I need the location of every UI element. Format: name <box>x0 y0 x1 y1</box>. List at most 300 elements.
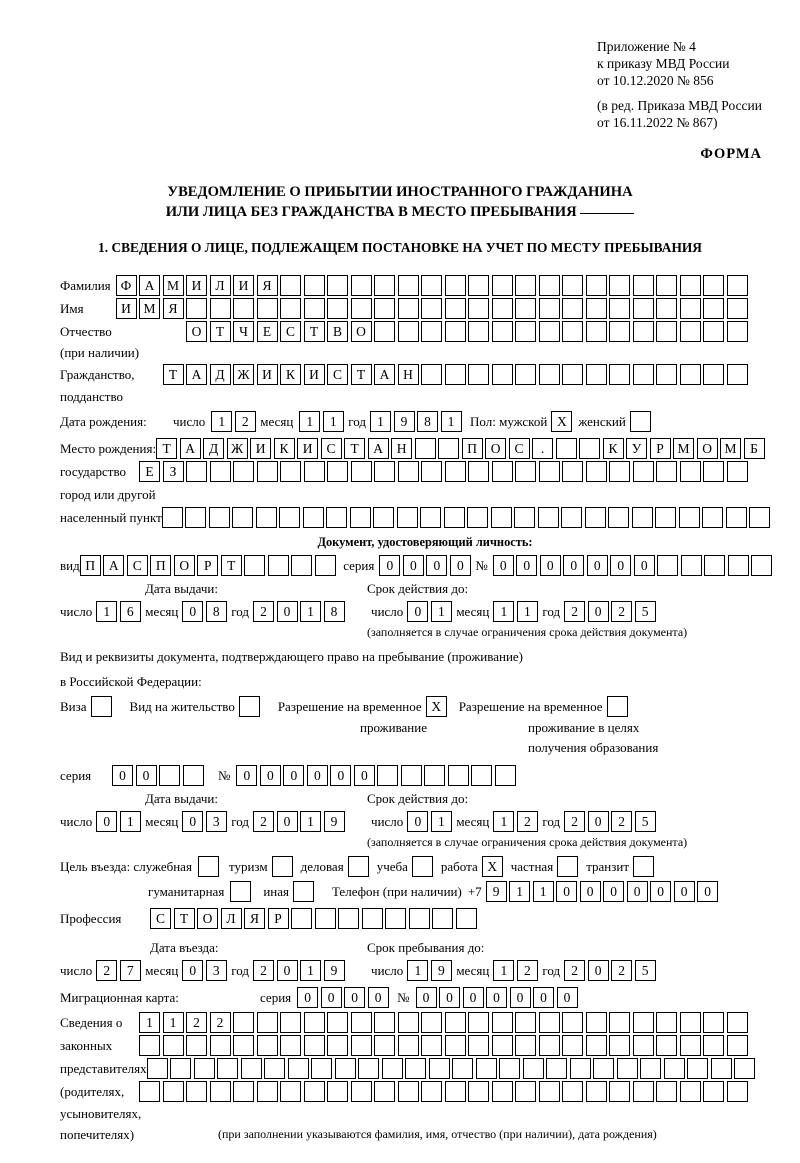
form-cell[interactable] <box>515 1035 536 1056</box>
form-cell[interactable] <box>586 275 607 296</box>
form-cell[interactable]: 5 <box>635 811 656 832</box>
form-cell[interactable] <box>280 461 301 482</box>
form-cell[interactable]: О <box>485 438 506 459</box>
form-cell[interactable] <box>562 1081 583 1102</box>
form-cell[interactable]: Ф <box>116 275 137 296</box>
form-cell[interactable] <box>233 1035 254 1056</box>
form-cell[interactable] <box>445 1035 466 1056</box>
form-cell[interactable] <box>186 1081 207 1102</box>
form-cell[interactable]: Л <box>210 275 231 296</box>
form-cell[interactable]: Д <box>203 438 224 459</box>
form-cell[interactable] <box>445 321 466 342</box>
form-cell[interactable]: А <box>103 555 124 576</box>
form-cell[interactable]: 0 <box>407 811 428 832</box>
form-cell[interactable] <box>288 1058 309 1079</box>
form-cell[interactable] <box>727 275 748 296</box>
profession-input[interactable] <box>150 908 479 929</box>
form-cell[interactable] <box>539 1081 560 1102</box>
form-cell[interactable] <box>280 1012 301 1033</box>
form-cell[interactable]: 0 <box>588 811 609 832</box>
form-cell[interactable] <box>233 1081 254 1102</box>
form-cell[interactable]: С <box>150 908 171 929</box>
form-cell[interactable] <box>358 1058 379 1079</box>
form-cell[interactable]: К <box>603 438 624 459</box>
form-cell[interactable]: О <box>351 321 372 342</box>
form-cell[interactable] <box>492 298 513 319</box>
form-cell[interactable] <box>362 908 383 929</box>
form-cell[interactable] <box>326 507 347 528</box>
form-cell[interactable]: 9 <box>486 881 507 902</box>
form-cell[interactable] <box>656 298 677 319</box>
form-cell[interactable] <box>492 321 513 342</box>
form-cell[interactable] <box>374 275 395 296</box>
form-cell[interactable] <box>401 765 422 786</box>
purpose-other-checkbox[interactable] <box>293 881 314 902</box>
form-cell[interactable]: П <box>462 438 483 459</box>
form-cell[interactable]: 0 <box>416 987 437 1008</box>
form-cell[interactable]: 1 <box>441 411 462 432</box>
form-cell[interactable] <box>233 298 254 319</box>
form-cell[interactable]: 0 <box>136 765 157 786</box>
form-cell[interactable] <box>397 507 418 528</box>
form-cell[interactable]: 1 <box>431 601 452 622</box>
form-cell[interactable] <box>448 765 469 786</box>
birth-month-input[interactable] <box>299 411 346 432</box>
form-cell[interactable]: 0 <box>260 765 281 786</box>
residence-permit-checkbox[interactable] <box>239 696 260 717</box>
form-cell[interactable] <box>586 1035 607 1056</box>
form-cell[interactable] <box>562 275 583 296</box>
form-cell[interactable] <box>421 364 442 385</box>
form-cell[interactable] <box>405 1058 426 1079</box>
form-cell[interactable] <box>194 1058 215 1079</box>
form-cell[interactable] <box>586 298 607 319</box>
form-cell[interactable] <box>468 298 489 319</box>
purpose-private-checkbox[interactable] <box>557 856 578 877</box>
name-input[interactable] <box>116 298 751 319</box>
doc-issue-day-input[interactable] <box>96 601 143 622</box>
form-cell[interactable]: З <box>163 461 184 482</box>
form-cell[interactable] <box>680 321 701 342</box>
form-cell[interactable] <box>304 1081 325 1102</box>
form-cell[interactable]: С <box>321 438 342 459</box>
form-cell[interactable]: Н <box>398 364 419 385</box>
form-cell[interactable]: 0 <box>403 555 424 576</box>
form-cell[interactable]: 1 <box>163 1012 184 1033</box>
form-cell[interactable] <box>304 1035 325 1056</box>
form-cell[interactable]: О <box>174 555 195 576</box>
form-cell[interactable] <box>609 461 630 482</box>
form-cell[interactable] <box>640 1058 661 1079</box>
form-cell[interactable]: 0 <box>330 765 351 786</box>
permit-valid-day-input[interactable] <box>407 811 454 832</box>
form-cell[interactable] <box>539 364 560 385</box>
form-cell[interactable] <box>232 507 253 528</box>
form-cell[interactable] <box>609 1081 630 1102</box>
form-cell[interactable]: 1 <box>493 601 514 622</box>
form-cell[interactable]: 0 <box>112 765 133 786</box>
form-cell[interactable] <box>374 1012 395 1033</box>
form-cell[interactable] <box>445 298 466 319</box>
form-cell[interactable]: Т <box>304 321 325 342</box>
form-cell[interactable] <box>377 765 398 786</box>
form-cell[interactable]: 6 <box>120 601 141 622</box>
form-cell[interactable] <box>327 461 348 482</box>
form-cell[interactable] <box>655 507 676 528</box>
form-cell[interactable] <box>210 1081 231 1102</box>
form-cell[interactable] <box>468 1012 489 1033</box>
form-cell[interactable] <box>492 1035 513 1056</box>
form-cell[interactable] <box>327 1012 348 1033</box>
migration-number-input[interactable] <box>416 987 581 1008</box>
citizenship-input[interactable] <box>163 364 751 385</box>
form-cell[interactable] <box>703 321 724 342</box>
permit-issue-year-input[interactable] <box>253 811 347 832</box>
form-cell[interactable] <box>268 555 289 576</box>
form-cell[interactable] <box>186 1035 207 1056</box>
form-cell[interactable] <box>727 321 748 342</box>
form-cell[interactable]: В <box>327 321 348 342</box>
phone-input[interactable] <box>486 881 721 902</box>
form-cell[interactable]: Т <box>344 438 365 459</box>
form-cell[interactable]: 9 <box>394 411 415 432</box>
form-cell[interactable] <box>159 765 180 786</box>
form-cell[interactable] <box>727 1012 748 1033</box>
form-cell[interactable] <box>711 1058 732 1079</box>
birthplace-line-1-input[interactable] <box>156 438 767 459</box>
migration-series-input[interactable] <box>297 987 391 1008</box>
permit-valid-year-input[interactable] <box>564 811 658 832</box>
form-cell[interactable] <box>727 1081 748 1102</box>
visa-checkbox[interactable] <box>91 696 112 717</box>
form-cell[interactable] <box>467 507 488 528</box>
doc-valid-day-input[interactable] <box>407 601 454 622</box>
birth-year-input[interactable] <box>370 411 464 432</box>
form-cell[interactable] <box>680 364 701 385</box>
form-cell[interactable]: 0 <box>627 881 648 902</box>
form-cell[interactable] <box>170 1058 191 1079</box>
form-cell[interactable]: А <box>186 364 207 385</box>
form-cell[interactable] <box>687 1058 708 1079</box>
form-cell[interactable]: 2 <box>186 1012 207 1033</box>
form-cell[interactable] <box>579 438 600 459</box>
form-cell[interactable]: Б <box>744 438 765 459</box>
form-cell[interactable] <box>656 1081 677 1102</box>
form-cell[interactable] <box>703 1081 724 1102</box>
edu-residence-checkbox[interactable] <box>607 696 628 717</box>
form-cell[interactable] <box>280 1035 301 1056</box>
form-cell[interactable]: С <box>127 555 148 576</box>
form-cell[interactable]: 9 <box>324 811 345 832</box>
form-cell[interactable] <box>351 1012 372 1033</box>
form-cell[interactable] <box>280 275 301 296</box>
form-cell[interactable]: И <box>257 364 278 385</box>
form-cell[interactable]: 0 <box>650 881 671 902</box>
form-cell[interactable] <box>210 461 231 482</box>
purpose-transit-checkbox[interactable] <box>633 856 654 877</box>
doc-valid-year-input[interactable] <box>564 601 658 622</box>
form-cell[interactable]: Т <box>351 364 372 385</box>
form-cell[interactable] <box>398 298 419 319</box>
doc-issue-year-input[interactable] <box>253 601 347 622</box>
form-cell[interactable] <box>562 1012 583 1033</box>
form-cell[interactable] <box>233 461 254 482</box>
form-cell[interactable] <box>515 298 536 319</box>
form-cell[interactable] <box>609 321 630 342</box>
form-cell[interactable]: О <box>186 321 207 342</box>
form-cell[interactable] <box>491 507 512 528</box>
doc-valid-month-input[interactable] <box>493 601 540 622</box>
form-cell[interactable]: 0 <box>533 987 554 1008</box>
form-cell[interactable] <box>562 461 583 482</box>
form-cell[interactable] <box>429 1058 450 1079</box>
form-cell[interactable] <box>515 461 536 482</box>
form-cell[interactable]: 2 <box>564 601 585 622</box>
form-cell[interactable] <box>398 461 419 482</box>
form-cell[interactable] <box>327 1081 348 1102</box>
form-cell[interactable] <box>656 461 677 482</box>
form-cell[interactable] <box>351 461 372 482</box>
form-cell[interactable]: И <box>186 275 207 296</box>
form-cell[interactable] <box>539 1012 560 1033</box>
form-cell[interactable] <box>492 364 513 385</box>
form-cell[interactable] <box>656 321 677 342</box>
form-cell[interactable] <box>445 1081 466 1102</box>
form-cell[interactable]: 5 <box>635 601 656 622</box>
form-cell[interactable]: 0 <box>516 555 537 576</box>
form-cell[interactable]: И <box>116 298 137 319</box>
form-cell[interactable]: 2 <box>611 960 632 981</box>
form-cell[interactable]: 0 <box>236 765 257 786</box>
form-cell[interactable]: Т <box>210 321 231 342</box>
form-cell[interactable]: 9 <box>324 960 345 981</box>
form-cell[interactable]: 0 <box>277 811 298 832</box>
form-cell[interactable] <box>562 1035 583 1056</box>
form-cell[interactable] <box>257 298 278 319</box>
form-cell[interactable] <box>656 275 677 296</box>
form-cell[interactable] <box>338 908 359 929</box>
form-cell[interactable]: 0 <box>407 601 428 622</box>
form-cell[interactable] <box>476 1058 497 1079</box>
form-cell[interactable] <box>585 507 606 528</box>
sex-male-checkbox[interactable]: X <box>551 411 572 432</box>
form-cell[interactable]: 8 <box>206 601 227 622</box>
form-cell[interactable] <box>257 1012 278 1033</box>
form-cell[interactable] <box>703 1035 724 1056</box>
form-cell[interactable]: 1 <box>300 811 321 832</box>
form-cell[interactable] <box>210 1035 231 1056</box>
form-cell[interactable] <box>409 908 430 929</box>
form-cell[interactable] <box>702 507 723 528</box>
form-cell[interactable] <box>210 298 231 319</box>
form-cell[interactable] <box>350 507 371 528</box>
form-cell[interactable] <box>468 1081 489 1102</box>
form-cell[interactable]: А <box>139 275 160 296</box>
form-cell[interactable] <box>280 298 301 319</box>
form-cell[interactable] <box>291 908 312 929</box>
form-cell[interactable] <box>515 1012 536 1033</box>
form-cell[interactable] <box>421 298 442 319</box>
doc-kind-input[interactable] <box>80 555 339 576</box>
form-cell[interactable] <box>421 321 442 342</box>
doc-number-input[interactable] <box>493 555 658 576</box>
form-cell[interactable] <box>398 1035 419 1056</box>
form-cell[interactable]: 3 <box>206 960 227 981</box>
form-cell[interactable]: 1 <box>120 811 141 832</box>
form-cell[interactable] <box>492 461 513 482</box>
form-cell[interactable]: 1 <box>211 411 232 432</box>
form-cell[interactable] <box>398 275 419 296</box>
form-cell[interactable] <box>452 1058 473 1079</box>
form-cell[interactable] <box>374 298 395 319</box>
form-cell[interactable]: 0 <box>283 765 304 786</box>
form-cell[interactable]: 0 <box>588 960 609 981</box>
form-cell[interactable]: Я <box>257 275 278 296</box>
form-cell[interactable]: 0 <box>588 601 609 622</box>
form-cell[interactable] <box>398 1081 419 1102</box>
form-cell[interactable] <box>471 765 492 786</box>
form-cell[interactable] <box>445 275 466 296</box>
form-cell[interactable]: Я <box>244 908 265 929</box>
form-cell[interactable]: К <box>274 438 295 459</box>
form-cell[interactable]: 0 <box>493 555 514 576</box>
form-cell[interactable] <box>335 1058 356 1079</box>
purpose-work-checkbox[interactable]: X <box>482 856 503 877</box>
form-cell[interactable] <box>499 1058 520 1079</box>
form-cell[interactable] <box>664 1058 685 1079</box>
form-cell[interactable]: 2 <box>611 601 632 622</box>
form-cell[interactable] <box>546 1058 567 1079</box>
form-cell[interactable] <box>657 555 678 576</box>
form-cell[interactable] <box>728 555 749 576</box>
form-cell[interactable] <box>680 1012 701 1033</box>
form-cell[interactable]: Ж <box>227 438 248 459</box>
birthplace-line-3-input[interactable] <box>162 507 773 528</box>
form-cell[interactable]: 0 <box>379 555 400 576</box>
form-cell[interactable] <box>280 1081 301 1102</box>
form-cell[interactable] <box>586 321 607 342</box>
form-cell[interactable] <box>633 1035 654 1056</box>
form-cell[interactable]: М <box>720 438 741 459</box>
form-cell[interactable] <box>291 555 312 576</box>
form-cell[interactable] <box>633 364 654 385</box>
form-cell[interactable]: 0 <box>610 555 631 576</box>
form-cell[interactable]: 0 <box>182 811 203 832</box>
entry-month-input[interactable] <box>182 960 229 981</box>
form-cell[interactable] <box>139 1081 160 1102</box>
form-cell[interactable] <box>609 275 630 296</box>
form-cell[interactable] <box>586 364 607 385</box>
form-cell[interactable] <box>468 1035 489 1056</box>
form-cell[interactable]: П <box>80 555 101 576</box>
form-cell[interactable] <box>303 507 324 528</box>
doc-series-input[interactable] <box>379 555 473 576</box>
legal-line-2-input[interactable] <box>139 1035 750 1056</box>
form-cell[interactable]: А <box>180 438 201 459</box>
form-cell[interactable] <box>456 908 477 929</box>
form-cell[interactable] <box>633 1081 654 1102</box>
form-cell[interactable] <box>398 1012 419 1033</box>
form-cell[interactable]: 0 <box>321 987 342 1008</box>
form-cell[interactable] <box>185 507 206 528</box>
form-cell[interactable]: Р <box>197 555 218 576</box>
purpose-study-checkbox[interactable] <box>412 856 433 877</box>
form-cell[interactable] <box>727 1035 748 1056</box>
form-cell[interactable] <box>656 364 677 385</box>
permit-number-extra-input[interactable] <box>377 765 518 786</box>
form-cell[interactable] <box>257 1081 278 1102</box>
form-cell[interactable]: 2 <box>253 811 274 832</box>
form-cell[interactable] <box>586 1081 607 1102</box>
form-cell[interactable] <box>424 765 445 786</box>
form-cell[interactable] <box>374 321 395 342</box>
form-cell[interactable]: 1 <box>533 881 554 902</box>
form-cell[interactable] <box>421 1035 442 1056</box>
form-cell[interactable]: У <box>626 438 647 459</box>
form-cell[interactable]: 1 <box>139 1012 160 1033</box>
form-cell[interactable] <box>703 275 724 296</box>
form-cell[interactable] <box>593 1058 614 1079</box>
form-cell[interactable] <box>656 1012 677 1033</box>
form-cell[interactable]: 0 <box>697 881 718 902</box>
form-cell[interactable] <box>445 364 466 385</box>
form-cell[interactable] <box>703 461 724 482</box>
form-cell[interactable]: 0 <box>450 555 471 576</box>
form-cell[interactable] <box>539 275 560 296</box>
form-cell[interactable]: 0 <box>307 765 328 786</box>
form-cell[interactable]: 8 <box>417 411 438 432</box>
form-cell[interactable]: 1 <box>300 601 321 622</box>
form-cell[interactable]: 1 <box>299 411 320 432</box>
form-cell[interactable]: 0 <box>557 987 578 1008</box>
form-cell[interactable] <box>257 461 278 482</box>
form-cell[interactable] <box>468 461 489 482</box>
stay-year-input[interactable] <box>564 960 658 981</box>
form-cell[interactable]: С <box>509 438 530 459</box>
form-cell[interactable]: 2 <box>517 960 538 981</box>
form-cell[interactable] <box>438 438 459 459</box>
form-cell[interactable] <box>633 275 654 296</box>
form-cell[interactable]: 0 <box>426 555 447 576</box>
form-cell[interactable] <box>703 298 724 319</box>
legal-line-1-input[interactable] <box>139 1012 750 1033</box>
form-cell[interactable] <box>415 438 436 459</box>
doc-issue-month-input[interactable] <box>182 601 229 622</box>
form-cell[interactable] <box>539 298 560 319</box>
form-cell[interactable]: Н <box>391 438 412 459</box>
form-cell[interactable] <box>468 275 489 296</box>
form-cell[interactable] <box>186 298 207 319</box>
form-cell[interactable]: 0 <box>297 987 318 1008</box>
form-cell[interactable] <box>421 1012 442 1033</box>
form-cell[interactable] <box>217 1058 238 1079</box>
form-cell[interactable] <box>468 321 489 342</box>
form-cell[interactable]: Ч <box>233 321 254 342</box>
form-cell[interactable] <box>609 1012 630 1033</box>
form-cell[interactable] <box>241 1058 262 1079</box>
form-cell[interactable]: 0 <box>580 881 601 902</box>
form-cell[interactable]: Я <box>163 298 184 319</box>
birthplace-line-2-input[interactable] <box>139 461 750 482</box>
form-cell[interactable]: О <box>697 438 718 459</box>
form-cell[interactable] <box>421 275 442 296</box>
form-cell[interactable] <box>315 908 336 929</box>
form-cell[interactable] <box>304 298 325 319</box>
form-cell[interactable]: Л <box>221 908 242 929</box>
form-cell[interactable] <box>445 461 466 482</box>
form-cell[interactable]: 8 <box>324 601 345 622</box>
form-cell[interactable]: И <box>233 275 254 296</box>
